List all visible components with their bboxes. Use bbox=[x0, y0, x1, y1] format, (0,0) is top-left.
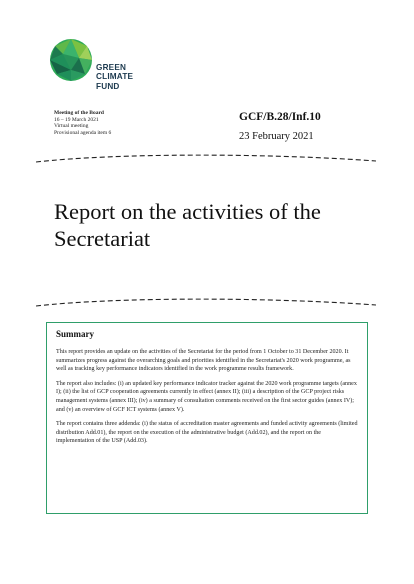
meeting-name: Meeting of the Board bbox=[54, 110, 104, 116]
wave-divider-top bbox=[36, 152, 376, 164]
title-line-2: Secretariat bbox=[54, 226, 151, 251]
meeting-info bbox=[54, 110, 111, 136]
logo-wordmark bbox=[96, 63, 133, 91]
document-code: GCF/B.28/Inf.10 bbox=[239, 111, 321, 123]
logo-line-climate: CLIMATE bbox=[96, 72, 134, 82]
summary-heading: Summary bbox=[56, 329, 94, 339]
meeting-dates: 16 – 19 March 2021 bbox=[54, 116, 99, 123]
summary-paragraph-3: The report contains three addenda: (i) the status of accreditation master agreements and funded activity agreements (limited distribution Add.01), the report on the execution of the administrative budget (Add.02), and the report on the implementation of the USP (Add.03). bbox=[56, 421, 358, 445]
logo-line-fund: FUND bbox=[96, 81, 120, 91]
summary-paragraph-2: The report also includes: (i) an updated key performance indicator tracker against the 2020 work programme targets (annex I); (ii) the list of GCP cooperation agreements currently in effect (annex II); (iii) a description of the GCP project risks management systems (annex III); (iv) a summary of consultation comments received on the first sector guides (annex IV); and (v) an overview of GCF ICT systems (annex V). bbox=[56, 380, 357, 413]
wave-divider-bottom bbox=[36, 296, 376, 308]
page-title bbox=[54, 198, 374, 252]
agenda-item: Provisional agenda item 6 bbox=[54, 129, 112, 136]
logo-line-green: GREEN bbox=[96, 63, 127, 72]
summary-paragraph-1: This report provides an update on the activities of the Secretariat for the period from 1 October to 31 December 2020. It summarizes progress against the overarching goals and priorities identified in the Secretariat's 2020 work programme, as well as tracking key performance indicators identified in the work programme results framework. bbox=[56, 349, 351, 373]
document-date: 23 February 2021 bbox=[239, 131, 314, 142]
title-line-1: Report on the activities of the bbox=[54, 199, 321, 224]
summary-box bbox=[46, 322, 368, 514]
meeting-venue: Virtual meeting bbox=[54, 123, 89, 130]
green-climate-fund-logo-icon bbox=[49, 38, 93, 82]
